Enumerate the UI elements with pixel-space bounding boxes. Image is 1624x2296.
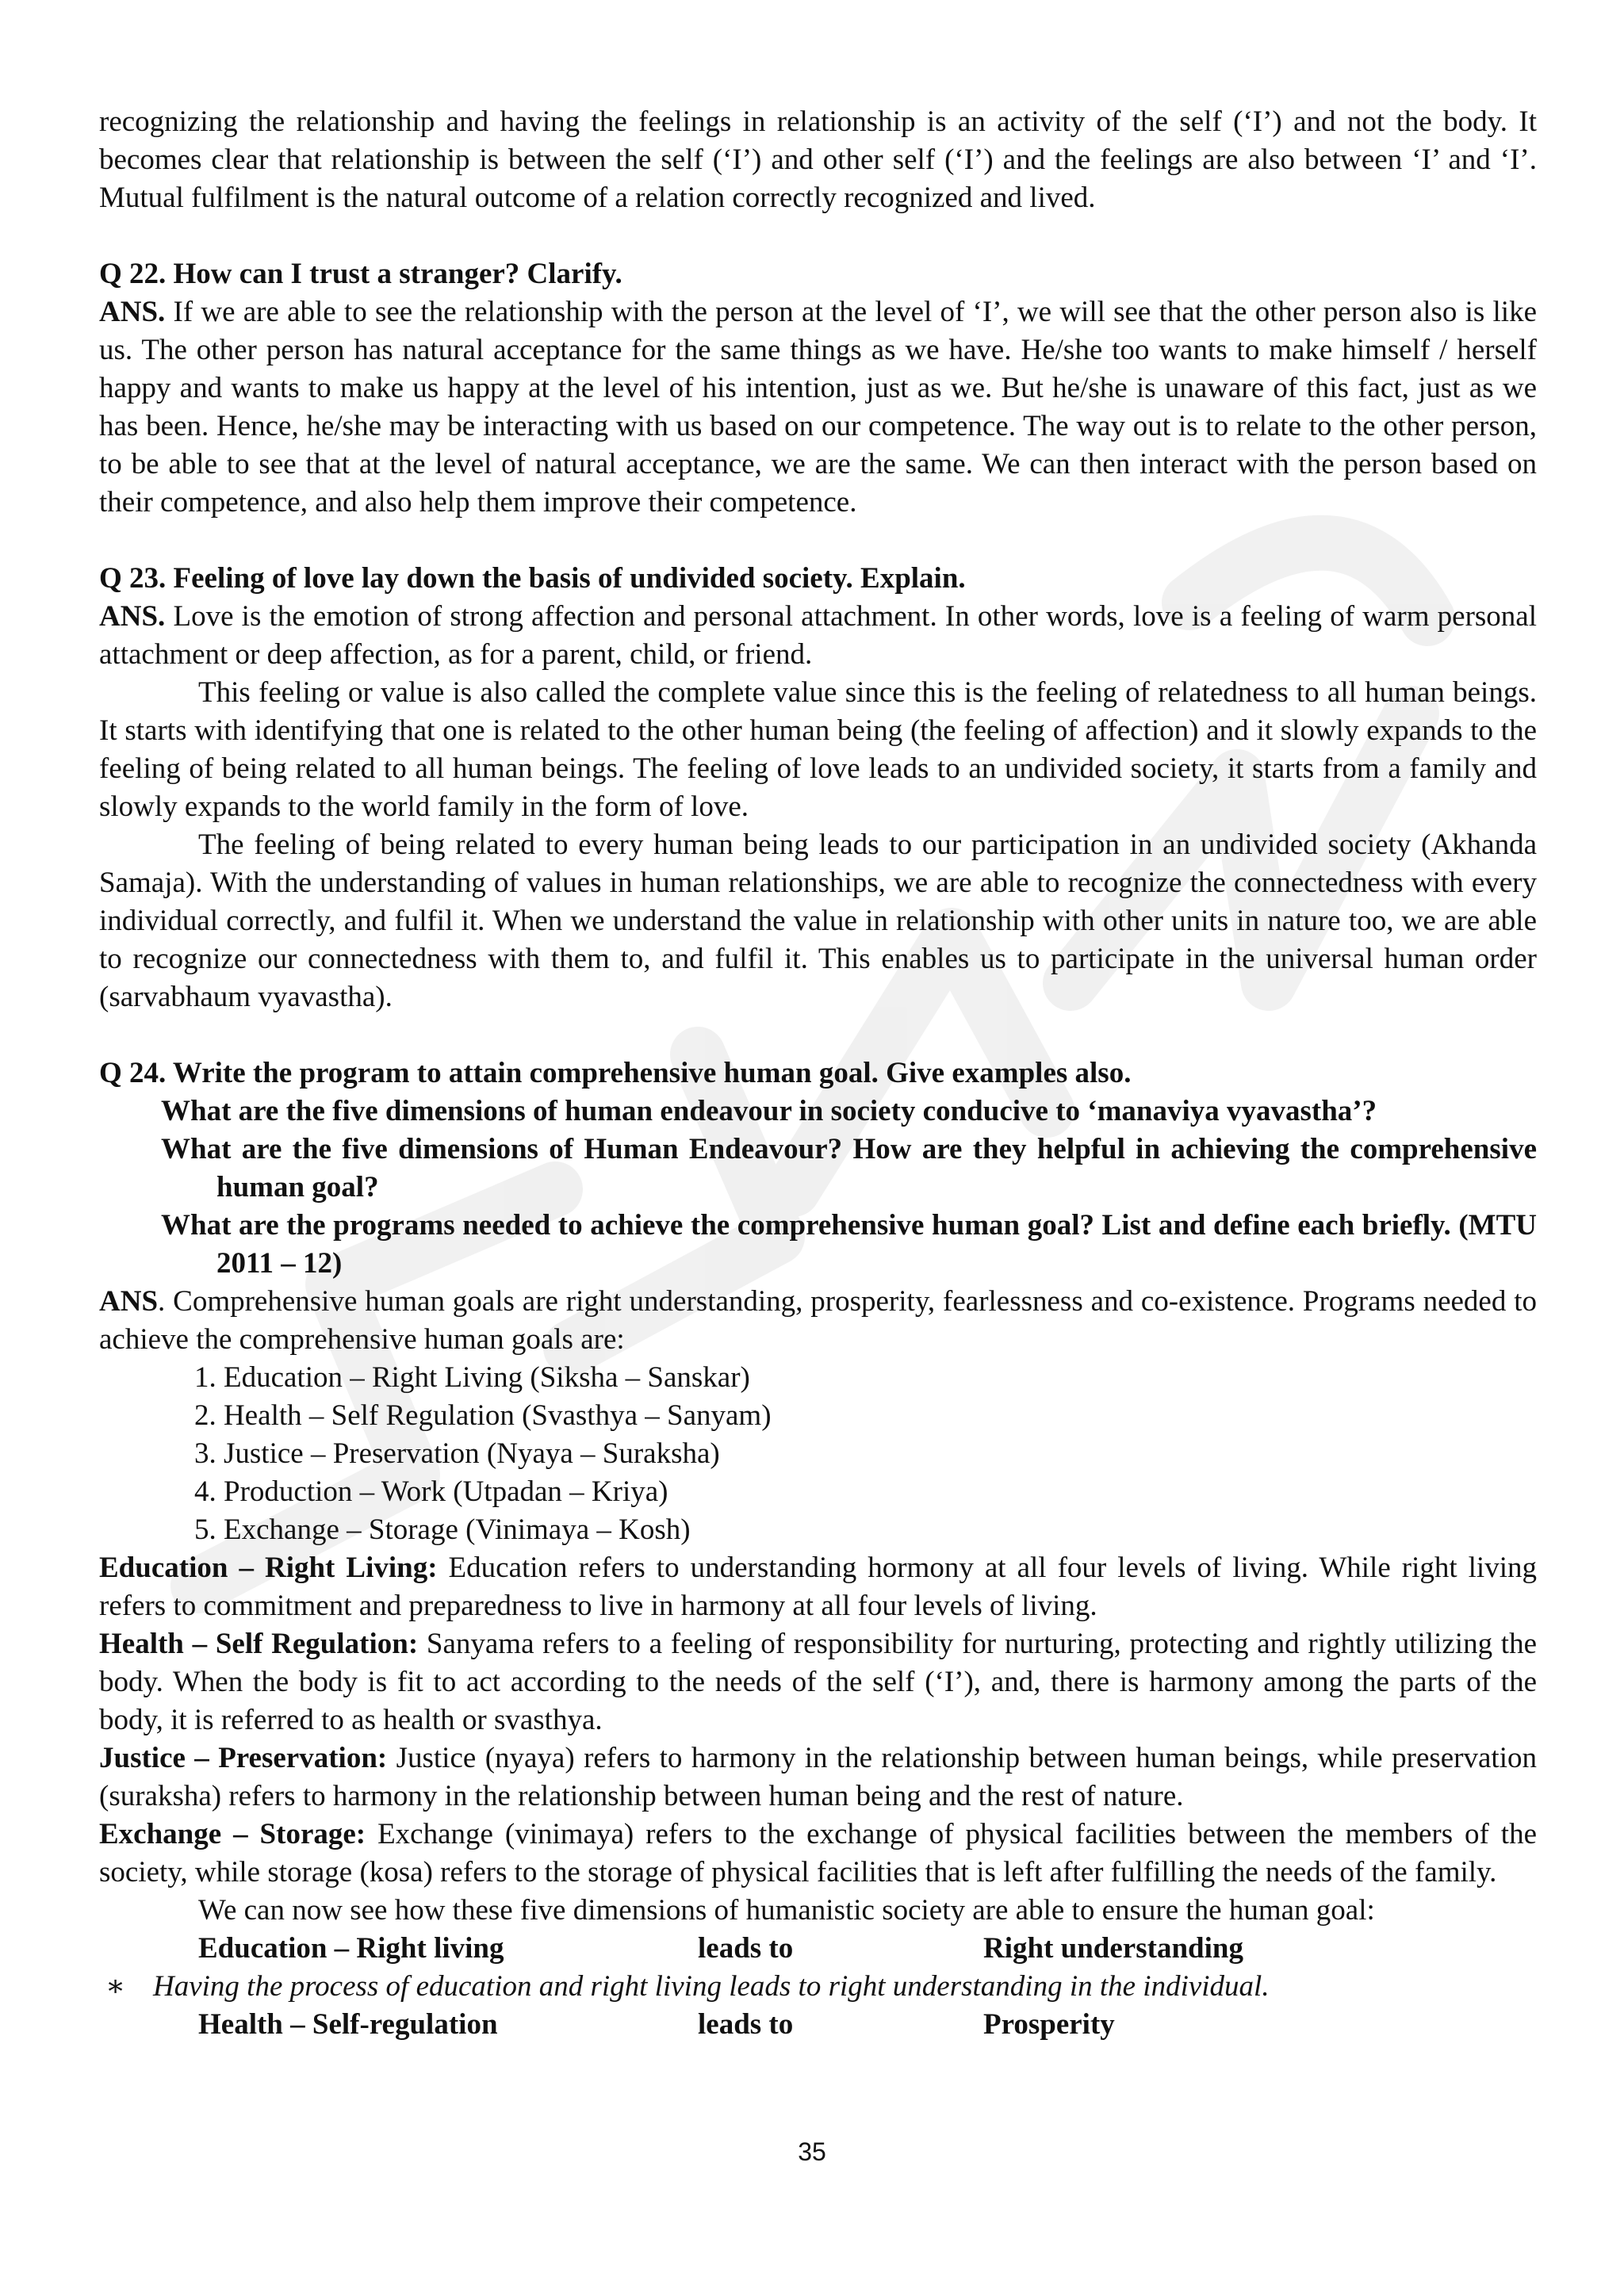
q23-answer-text: Love is the emotion of strong affection and personal attachment. In other words, love is a feeling of warm personal attachment or deep affection, as for a parent, child, or friend. bbox=[99, 600, 1537, 671]
definition-term: Health – Self Regulation: bbox=[99, 1628, 419, 1660]
q22-answer bbox=[99, 293, 1537, 522]
q24-subquestion-1: What are the five dimensions of human endeavour in society conducive to ‘manaviya vyavastha’? bbox=[161, 1095, 1377, 1127]
definition-text: Exchange (vinimaya) refers to the exchange of physical facilities between the members of the society, while storage (kosa) refers to the storage of physical facilities that is left after fulfilling the needs of the family. bbox=[99, 1818, 1537, 1888]
goal-row-education bbox=[99, 1930, 1537, 1968]
goal-program: Health – Self-regulation bbox=[198, 2008, 498, 2041]
definition-term: Justice – Preservation: bbox=[99, 1742, 388, 1774]
goal-row-health bbox=[99, 2006, 1537, 2044]
q22-ans-label: ANS. bbox=[99, 296, 166, 328]
list-item: 3. Justice – Preservation (Nyaya – Suraksha) bbox=[194, 1437, 720, 1470]
definition-text: Justice (nyaya) refers to harmony in the relationship between human beings, while preservation (suraksha) refers to harmony in the relationship between human being and the rest of nature. bbox=[99, 1742, 1537, 1812]
intro-paragraph: recognizing the relationship and having the feelings in relationship is an activity of the self (‘I’) and not the body. It becomes clear that relationship is between the self (‘I’) and other self (‘I’) and the feelings are also between ‘I’ and ‘I’. Mutual fulfilment is the natural outcome of a relation correctly recognized and lived. bbox=[99, 105, 1537, 214]
question-24 bbox=[99, 1054, 1537, 2044]
definition-text: Sanyama refers to a feeling of responsibility for nurturing, protecting and rightly utilizing the body. When the body is fit to act according to the needs of the self (‘I’), and, there is harmony among the parts of the body, it is referred to as health or svasthya. bbox=[99, 1628, 1537, 1736]
goal-connector: leads to bbox=[698, 2008, 794, 2041]
programs-list bbox=[99, 1359, 1537, 1549]
definition-term: Education – Right Living: bbox=[99, 1552, 438, 1584]
asterisk-icon: ∗ bbox=[105, 1970, 126, 2003]
q23-paragraph-3: The feeling of being related to every human being leads to our participation in an undivided society (Akhanda Samaja). With the understanding of values in human relationships, we are able to recognize the connectedness with every individual correctly, and fulfil it. When we understand the value in relationship with other units in nature too, we are able to recognize our connectedness with them to, and fulfil it. This enables us to participate in the universal human order (sarvabhaum vyavastha). bbox=[99, 828, 1537, 1013]
list-item: 1. Education – Right Living (Siksha – Sanskar) bbox=[194, 1361, 750, 1394]
q22-answer-text: If we are able to see the relationship with the person at the level of ‘I’, we will see that the other person also is like us. The other person has natural acceptance for the same things as we have. He/she too wants to make himself / herself happy and wants to make us happy at the level of his intention, just as we. But he/she is unaware of this fact, just as we has been. Hence, he/she may be interacting with us based on our competence. The way out is to relate to the other person, to be able to see that at the level of natural acceptance, we are the same. We can then interact with the person based on their competence, and also help them improve their competence. bbox=[99, 296, 1537, 519]
goal-connector: leads to bbox=[698, 1932, 794, 1965]
definition-education bbox=[99, 1549, 1537, 1625]
page-content bbox=[99, 103, 1537, 2044]
q23-heading: Q 23. Feeling of love lay down the basis of undivided society. Explain. bbox=[99, 562, 966, 595]
closing-paragraph: We can now see how these five dimensions of humanistic society are able to ensure the human goal: bbox=[198, 1894, 1375, 1927]
list-item: 5. Exchange – Storage (Vinimaya – Kosh) bbox=[194, 1513, 691, 1546]
q22-heading: Q 22. How can I trust a stranger? Clarify. bbox=[99, 258, 622, 290]
question-22 bbox=[99, 255, 1537, 522]
q23-paragraph-2: This feeling or value is also called the complete value since this is the feeling of relatedness to all human beings. It starts with identifying that one is related to the other human being (the feeling of affection) and it slowly expands to the feeling of being related to all human beings. The feeling of love leads to an undivided society, it starts from a family and slowly expands to the world family in the form of love. bbox=[99, 676, 1537, 823]
q24-heading: Q 24. Write the program to attain comprehensive human goal. Give examples also. bbox=[99, 1057, 1132, 1089]
list-item: 4. Production – Work (Utpadan – Kriya) bbox=[194, 1475, 668, 1508]
q24-ans-label: ANS bbox=[99, 1285, 159, 1318]
star-note bbox=[99, 1968, 1537, 2006]
definition-health bbox=[99, 1625, 1537, 1739]
goal-outcome: Right understanding bbox=[983, 1932, 1243, 1965]
star-note-text: Having the process of education and right living leads to right understanding in the individual. bbox=[153, 1970, 1270, 2003]
q24-answer bbox=[99, 1283, 1537, 1359]
q24-subquestion-3: What are the programs needed to achieve the comprehensive human goal? List and define each briefly. (MTU 2011 – 12) bbox=[161, 1209, 1537, 1280]
q24-subquestion-2: What are the five dimensions of Human Endeavour? How are they helpful in achieving the comprehensive human goal? bbox=[161, 1133, 1537, 1203]
list-item: 2. Health – Self Regulation (Svasthya – Sanyam) bbox=[194, 1399, 772, 1432]
q23-ans-label: ANS. bbox=[99, 600, 166, 633]
question-23 bbox=[99, 560, 1537, 1016]
q24-answer-text: . Comprehensive human goals are right understanding, prosperity, fearlessness and co-existence. Programs needed to achieve the comprehensive human goals are: bbox=[99, 1285, 1537, 1356]
goal-program: Education – Right living bbox=[198, 1932, 504, 1965]
definition-term: Exchange – Storage: bbox=[99, 1818, 366, 1850]
goal-outcome: Prosperity bbox=[983, 2008, 1115, 2041]
q23-answer bbox=[99, 598, 1537, 674]
definition-justice bbox=[99, 1739, 1537, 1816]
page-number: 35 bbox=[798, 2137, 826, 2166]
definition-text: Education refers to understanding hormony at all four levels of living. While right living refers to commitment and preparedness to live in harmony at all four levels of living. bbox=[99, 1552, 1537, 1622]
definition-exchange bbox=[99, 1816, 1537, 1892]
